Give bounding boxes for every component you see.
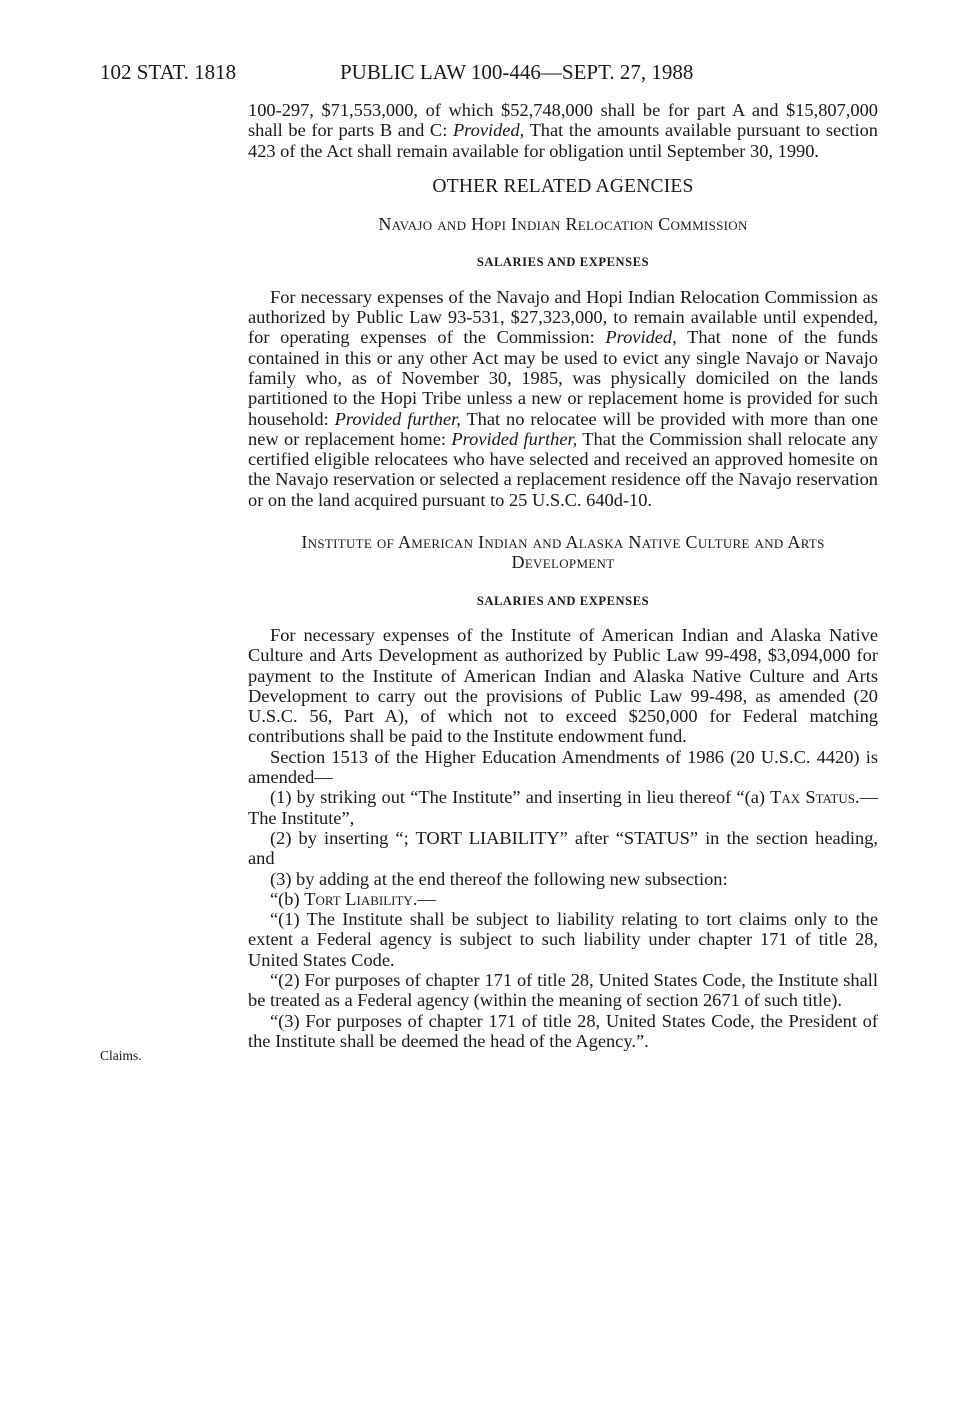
institute-paragraph: For necessary expenses of the Institute of American Indian and Alaska Native Culture and Arts Development as authorized by Public Law 99-498, $3,094,000 for payment to the Institute of American Indian and Alaska Native Culture and Arts Development to carry out the provisions of Public Law 99-498, as amended (20 U.S.C. 56, Part A), of which not to exceed $250,000 for Federal matching contributions shall be paid to the Institute endowment fund. <box>248 624 878 747</box>
margin-note: Claims. <box>100 1048 142 1063</box>
section-heading-other-agencies: OTHER RELATED AGENCIES <box>432 175 694 197</box>
amendment-item-2: (2) by inserting “; TORT LIABILITY” after “STATUS” in the section heading, and <box>248 827 878 869</box>
agency-heading-institute: Institute of American Indian and Alaska Native Culture and Arts Development <box>301 532 825 573</box>
law-citation: PUBLIC LAW 100-446—SEPT. 27, 1988 <box>340 60 694 84</box>
subheading-salaries-institute: SALARIES AND EXPENSES <box>476 593 650 608</box>
amendment-item-1: (1) by striking out “The Institute” and inserting in lieu thereof “(a) Tax Status.—The Institute”, <box>248 787 878 828</box>
tort-clause-1: “(1) The Institute shall be subject to liability relating to tort claims only to the extent a Federal agency is subject to such liability under chapter 171 of title 28, United States Code. <box>248 909 878 970</box>
amendment-item-3: (3) by adding at the end thereof the following new subsection: <box>270 868 728 889</box>
intro-paragraph: 100-297, $71,553,000, of which $52,748,000 shall be for part A and $15,807,000 shall be for parts B and C: Provided, That the amounts available pursuant to section 423 of the Act shall remain available for obligation until September 30, 1990. <box>248 100 878 161</box>
tort-clause-3: “(3) For purposes of chapter 171 of title 28, United States Code, the President of the Institute shall be deemed the head of the Agency.”. <box>248 1010 878 1051</box>
body-column <box>248 100 878 1051</box>
amendment-intro: Section 1513 of the Higher Education Amendments of 1986 (20 U.S.C. 4420) is amended— <box>248 746 878 788</box>
stat-citation: 102 STAT. 1818 <box>100 60 237 84</box>
subheading-salaries-navajo: SALARIES AND EXPENSES <box>476 255 650 270</box>
agency-heading-navajo: Navajo and Hopi Indian Relocation Commission <box>378 214 748 235</box>
tort-clause-2: “(2) For purposes of chapter 171 of title 28, United States Code, the Institute shall be treated as a Federal agency (within the meaning of section 2671 of such title). <box>248 969 878 1011</box>
subsection-b-heading: “(b) Tort Liability.— <box>270 888 436 909</box>
navajo-paragraph: For necessary expenses of the Navajo and Hopi Indian Relocation Commission as authorized by Public Law 93-531, $27,323,000, to remain available until expended, for operating expenses of the Commission: Provided, That none of the funds contained in this or any other Act may be used to evict any single Navajo or Navajo family who, as of November 30, 1985, was physically domiciled on the lands partitioned to the Hopi Tribe unless a new or replacement home is provided for such household: Provided further, That no relocatee will be provided with more than one new or replacement home: Provided further, That the Commission shall relocate any certified eligible relocatees who have selected and received an approved homesite on the Navajo reservation or selected a replacement residence off the Navajo reservation or on the land acquired pursuant to 25 U.S.C. 640d-10. <box>248 286 878 510</box>
